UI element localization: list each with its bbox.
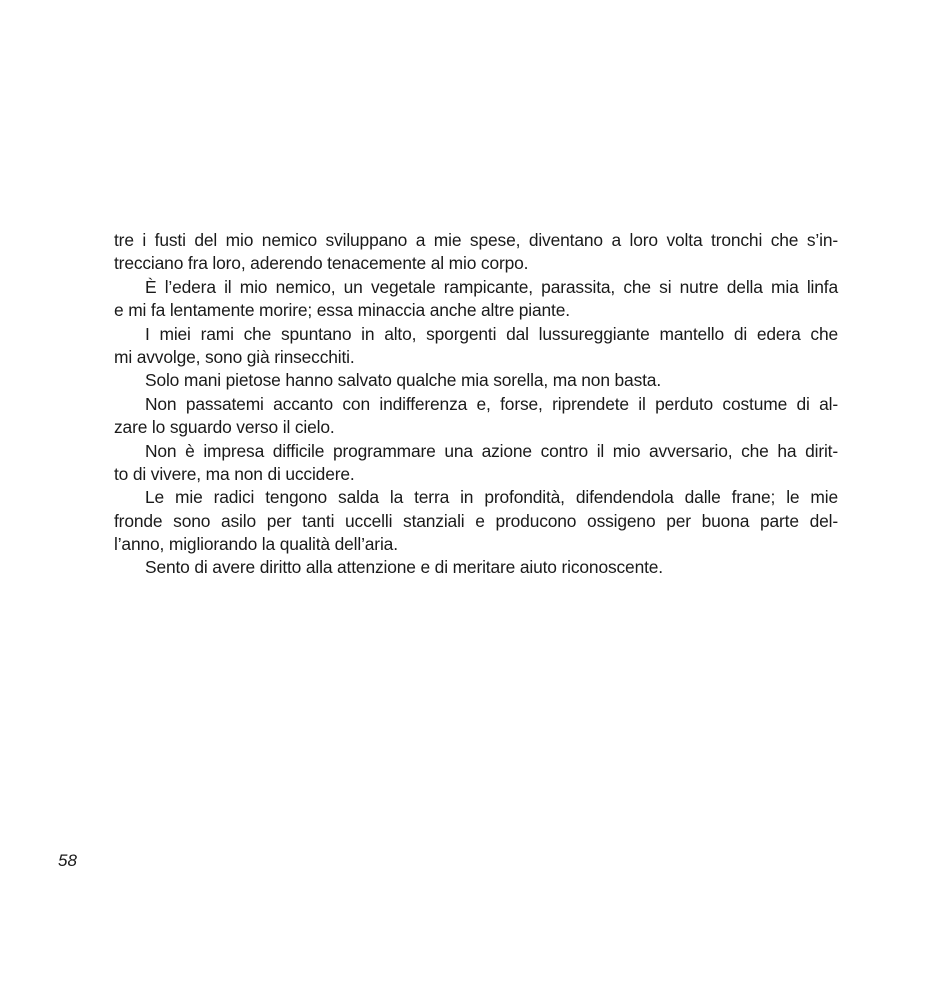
text-line: mi avvolge, sono già rinsecchiti. [114,346,355,367]
paragraph [114,440,838,487]
text-line: I miei rami che spuntano in alto, sporgenti dal lussureggiante mantello di edera che [145,323,838,344]
text-line: trecciano fra loro, aderendo tenacemente al mio corpo. [114,253,529,274]
text-line: l’anno, migliorando la qualità dell’aria. [114,534,398,555]
paragraph [114,229,838,276]
paragraph [114,276,838,323]
text-line: Non è impresa difficile programmare una azione contro il mio avversario, che ha dirit- [145,440,838,461]
paragraph [114,369,838,392]
body-text [114,229,838,580]
paragraph [114,323,838,370]
text-line: Le mie radici tengono salda la terra in profondità, difendendola dalle frane; le mie [145,487,838,508]
text-line: Solo mani pietose hanno salvato qualche mia sorella, ma non basta. [145,370,662,391]
text-line: to di vivere, ma non di uccidere. [114,463,355,484]
text-line: Sento di avere diritto alla attenzione e di meritare aiuto riconoscente. [145,557,663,578]
text-line: zare lo sguardo verso il cielo. [114,417,335,438]
text-line: tre i fusti del mio nemico sviluppano a mie spese, diventano a loro volta tronchi che s’in- [114,230,838,250]
page-number: 58 [58,851,77,870]
text-line: e mi fa lentamente morire; essa minaccia anche altre piante. [114,300,570,321]
text-line: Non passatemi accanto con indifferenza e, forse, riprendete il perduto costume di al- [145,393,838,414]
paragraph [114,393,838,440]
text-line: È l’edera il mio nemico, un vegetale rampicante, parassita, che si nutre della mia linfa [145,276,838,297]
text-line: fronde sono asilo per tanti uccelli stanziali e producono ossigeno per buona parte del- [114,510,838,531]
paragraph [114,556,838,579]
paragraph [114,486,838,556]
